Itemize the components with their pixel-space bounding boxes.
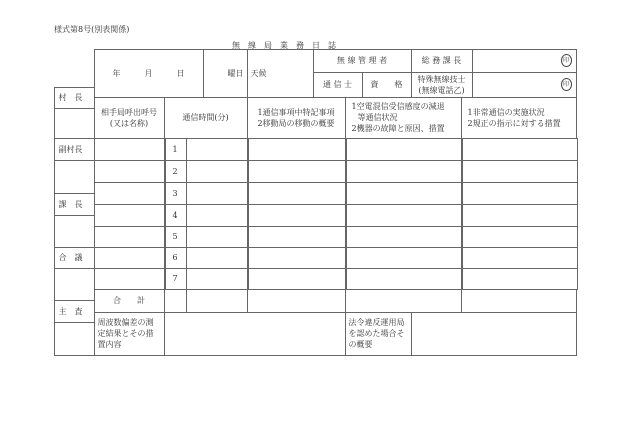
total-cell[interactable]: [247, 289, 346, 313]
seal-cell-2[interactable]: [472, 72, 577, 98]
table-cell[interactable]: [186, 247, 249, 269]
row-number: 6: [164, 247, 187, 269]
approver-section-chief: 課 長: [54, 193, 95, 216]
seal-cell-1[interactable]: [472, 49, 577, 73]
notes-label-1: 1通信事項中特記事項: [257, 107, 335, 117]
table-cell[interactable]: [94, 160, 166, 183]
table-cell[interactable]: [247, 204, 347, 227]
approver-supervisor: 主 査: [54, 300, 95, 323]
conditions-label-1: 1空電混信受信感度の減退: [351, 102, 445, 111]
table-cell[interactable]: [186, 138, 249, 161]
freq-deviation-label: [94, 312, 165, 356]
approver-stamp-mayor[interactable]: [54, 108, 95, 139]
form-number: 様式第8号(別表関係): [54, 25, 130, 34]
approver-stamp-supervisor[interactable]: [54, 322, 95, 356]
table-cell[interactable]: [345, 138, 463, 161]
table-cell[interactable]: [94, 247, 166, 269]
qualification-label: 資 格: [362, 72, 412, 98]
violation-label-2: を認めた場合そ: [348, 329, 405, 338]
table-cell[interactable]: [345, 268, 463, 290]
callsign-label: 相手局呼出呼号: [101, 107, 157, 117]
row-number: 4: [164, 204, 187, 227]
license-label: 特殊無線技士: [417, 74, 466, 84]
table-cell[interactable]: [345, 160, 463, 183]
approver-stamp-council[interactable]: [54, 268, 95, 301]
radio-manager-label: 無 線 管 理 者: [313, 49, 412, 73]
table-cell[interactable]: [345, 204, 463, 227]
table-cell[interactable]: [461, 160, 578, 183]
total-label: 合 計: [94, 289, 165, 313]
page-title: 無 線 局 業 務 日 誌: [232, 41, 336, 50]
conditions-label-2: 等通信状況: [357, 113, 398, 122]
table-cell[interactable]: [345, 226, 463, 248]
total-cell[interactable]: [345, 289, 462, 313]
table-cell[interactable]: [345, 247, 463, 269]
conditions-label-3: 2機器の故障と原因、措置: [351, 124, 445, 133]
table-cell[interactable]: [247, 247, 347, 269]
weather-label: 天候: [250, 68, 267, 78]
conditions-header: [345, 97, 462, 139]
weekday-cell[interactable]: [203, 49, 248, 98]
row-number: 2: [164, 160, 187, 183]
notes-header: [247, 97, 346, 139]
table-cell[interactable]: [247, 160, 347, 183]
violation-label: [345, 312, 412, 356]
approver-stamp-chief[interactable]: [54, 215, 95, 248]
seal-icon: 印: [561, 54, 572, 67]
callsign-sub-label: (又は名称): [109, 118, 149, 128]
table-cell[interactable]: [186, 268, 249, 290]
callsign-header: [94, 97, 165, 139]
general-affairs-chief-label: 総 務 課 長: [411, 49, 473, 73]
row-number: 5: [164, 226, 187, 248]
freq-label-2: 定結果とその措: [97, 329, 154, 338]
freq-deviation-input[interactable]: [164, 312, 346, 356]
date-cell[interactable]: [94, 49, 204, 98]
table-cell[interactable]: [461, 204, 578, 227]
table-cell[interactable]: [94, 226, 166, 248]
table-cell[interactable]: [186, 204, 249, 227]
emergency-header: [461, 97, 577, 139]
table-cell[interactable]: [461, 247, 578, 269]
approver-mayor: 村 長: [54, 87, 95, 109]
total-cell[interactable]: [164, 289, 187, 313]
table-cell[interactable]: [345, 182, 463, 205]
date-label: 年 月 日: [112, 68, 185, 78]
comm-time-header: 通信時間(分): [164, 97, 248, 139]
table-cell[interactable]: [94, 268, 166, 290]
violation-label-1: 法令違反運用局: [348, 318, 405, 327]
table-cell[interactable]: [94, 204, 166, 227]
table-cell[interactable]: [247, 226, 347, 248]
weekday-label: 曜日: [227, 68, 244, 78]
table-cell[interactable]: [461, 226, 578, 248]
license-cell: [411, 72, 473, 98]
emergency-label-2: 2規正の指示に対する措置: [467, 118, 561, 128]
seal-icon: 印: [561, 78, 572, 91]
notes-label-2: 2移動局の移動の概要: [257, 118, 335, 128]
table-cell[interactable]: [461, 182, 578, 205]
approver-stamp-deputy[interactable]: [54, 160, 95, 194]
table-cell[interactable]: [94, 182, 166, 205]
total-cell[interactable]: [186, 289, 248, 313]
violation-input[interactable]: [411, 312, 577, 356]
table-cell[interactable]: [186, 226, 249, 248]
table-cell[interactable]: [247, 182, 347, 205]
freq-label-1: 周波数偏差の測: [97, 318, 154, 327]
table-cell[interactable]: [247, 138, 347, 161]
table-cell[interactable]: [94, 138, 166, 161]
approver-deputy-mayor: 副村長: [54, 138, 95, 161]
row-number: 7: [164, 268, 187, 290]
table-cell[interactable]: [186, 160, 249, 183]
row-number: 1: [164, 138, 187, 161]
emergency-label-1: 1非常通信の実施状況: [467, 107, 545, 117]
approver-council: 合 議: [54, 247, 95, 269]
table-cell[interactable]: [186, 182, 249, 205]
table-cell[interactable]: [461, 268, 578, 290]
license-sub-label: (無線電話乙): [418, 85, 465, 95]
total-cell[interactable]: [461, 289, 577, 313]
violation-label-3: の概要: [348, 340, 373, 349]
row-number: 3: [164, 182, 187, 205]
table-cell[interactable]: [247, 268, 347, 290]
operator-label: 通 信 士: [313, 72, 363, 98]
weather-cell[interactable]: [247, 49, 314, 98]
table-cell[interactable]: [461, 138, 578, 161]
freq-label-3: 置内容: [97, 340, 122, 349]
